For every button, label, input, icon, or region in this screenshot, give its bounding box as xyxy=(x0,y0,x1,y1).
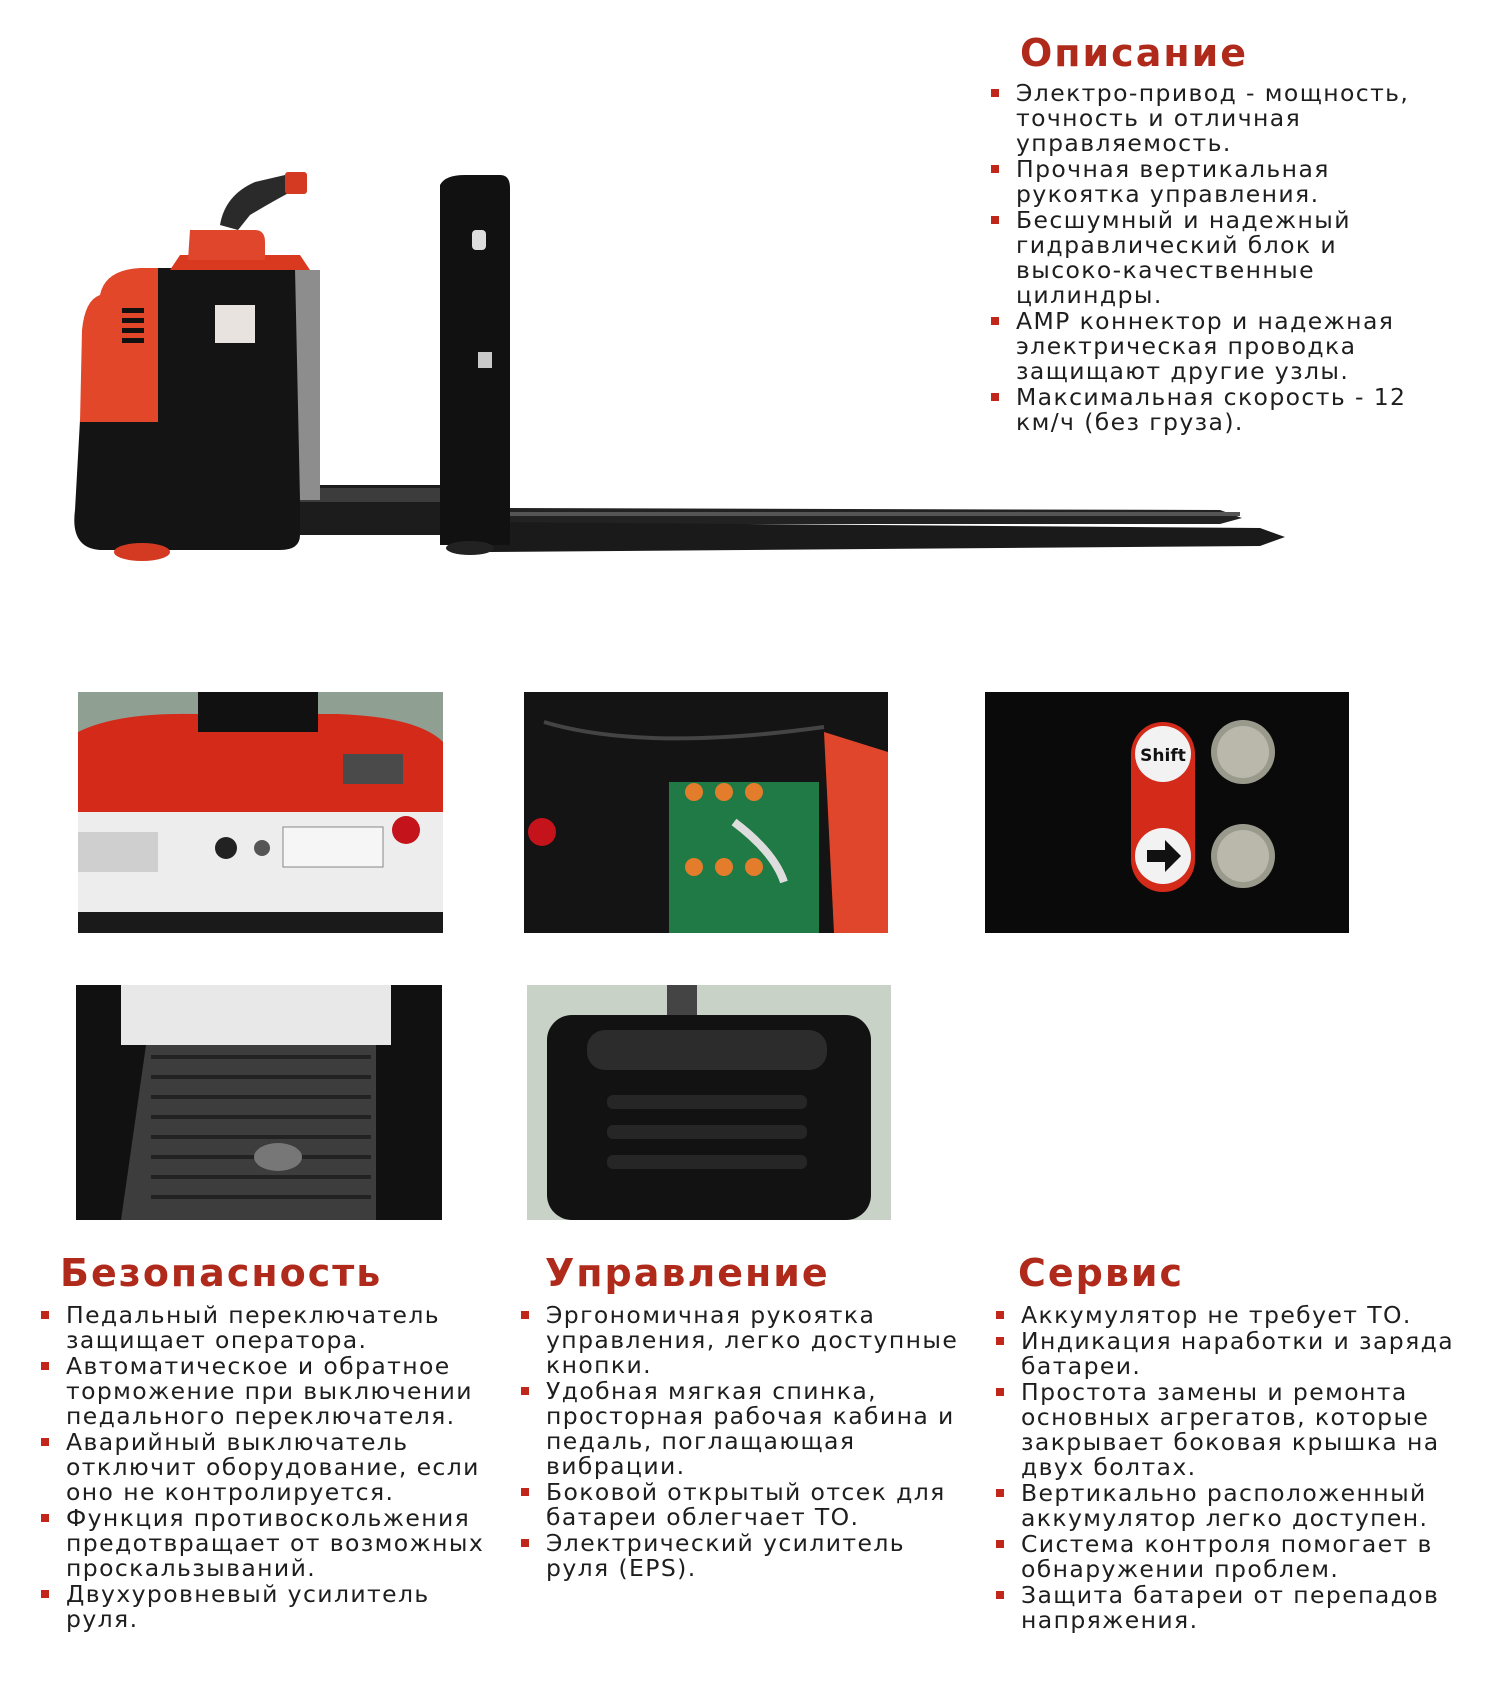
list-item: Электро-привод - мощность, точность и отличная управляемость. xyxy=(990,81,1430,156)
photo-shift-buttons xyxy=(985,692,1349,933)
list-item: Эргономичная рукоятка управления, легко доступные кнопки. xyxy=(520,1303,970,1378)
photo-backrest xyxy=(527,985,891,1220)
list-item: Функция противоскольжения предотвращает от возможных проскальзываний. xyxy=(40,1506,500,1581)
list-item: Бесшумный и надежный гидравлический блок и высоко-качественные цилиндры. xyxy=(990,208,1430,308)
list-item: Простота замены и ремонта основных агрегатов, которые закрывает боковая крышка на двух болтах. xyxy=(995,1380,1455,1480)
list-item: Двухуровневый усилитель руля. xyxy=(40,1582,500,1632)
photo-control-panel xyxy=(78,692,443,933)
list-item: Вертикально расположенный аккумулятор легко доступен. xyxy=(995,1481,1455,1531)
control-title: Управление xyxy=(545,1251,830,1295)
photo-floor-platform xyxy=(76,985,442,1220)
control-list xyxy=(520,1303,970,1582)
list-item: Автоматическое и обратное торможение при выключении педального переключателя. xyxy=(40,1354,500,1429)
safety-list xyxy=(40,1303,500,1633)
list-item: Индикация наработки и заряда батареи. xyxy=(995,1329,1455,1379)
list-item: Аккумулятор не требует ТО. xyxy=(995,1303,1455,1328)
list-item: Удобная мягкая спинка, просторная рабочая кабина и педаль, поглащающая вибрации. xyxy=(520,1379,970,1479)
list-item: Боковой открытый отсек для батареи облегчает ТО. xyxy=(520,1480,970,1530)
list-item: АМР коннектор и надежная электрическая проводка защищают другие узлы. xyxy=(990,309,1430,384)
list-item: Педальный переключатель защищает оператора. xyxy=(40,1303,500,1353)
safety-title: Безопасность xyxy=(60,1251,383,1295)
list-item: Максимальная скорость - 12 км/ч (без груза). xyxy=(990,385,1430,435)
list-item: Электрический усилитель руля (EPS). xyxy=(520,1531,970,1581)
list-item: Аварийный выключатель отключит оборудование, если оно не контролируется. xyxy=(40,1430,500,1505)
shift-label: Shift xyxy=(1140,746,1186,766)
description-title: Описание xyxy=(1020,31,1249,75)
service-list xyxy=(995,1303,1455,1634)
list-item: Защита батареи от перепадов напряжения. xyxy=(995,1583,1455,1633)
service-title: Сервис xyxy=(1018,1251,1185,1295)
description-list xyxy=(990,81,1430,436)
list-item: Прочная вертикальная рукоятка управления. xyxy=(990,157,1430,207)
photo-battery-compartment xyxy=(524,692,888,933)
list-item: Система контроля помогает в обнаружении проблем. xyxy=(995,1532,1455,1582)
